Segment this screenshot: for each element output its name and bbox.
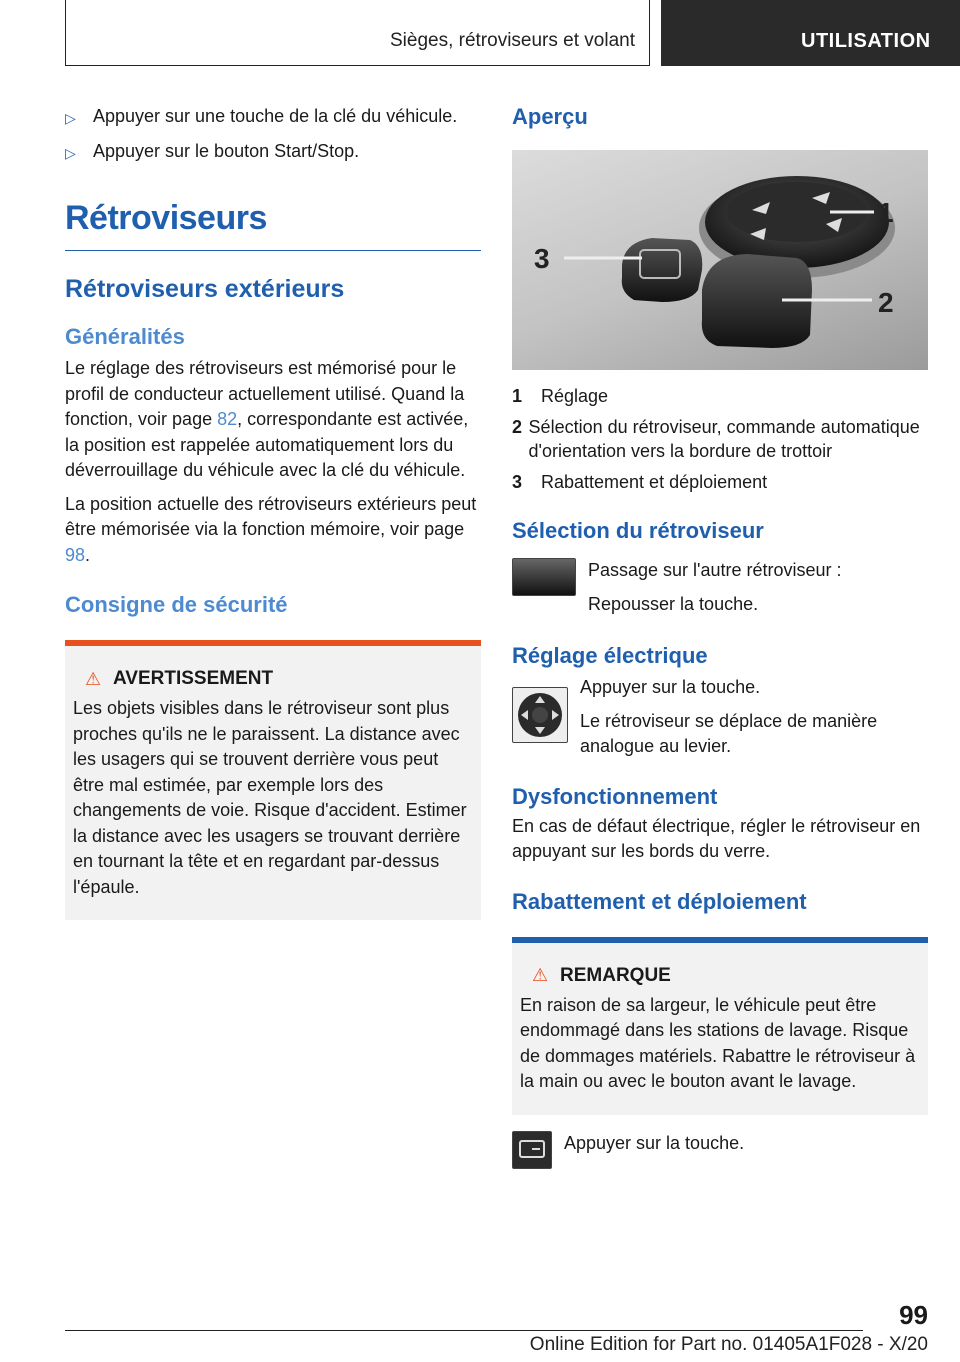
paragraph-memorized: Le réglage des rétroviseurs est mémorisé pour le profil de conducteur actuellement utilisé. Quand la fonction, voir page 82, correspondante est activée, la position est rappelée automatiquement lors du déverrouillage du véhicule avec la clé du véhicule.: [65, 358, 469, 480]
fold-button-row: Appuyer sur la touche.: [512, 1131, 928, 1169]
heading-overview: Aperçu: [512, 104, 588, 129]
warning-triangle-icon: ⚠: [85, 668, 102, 689]
mirror-selection-row: Passage sur l'autre rétroviseur : Repousser la touche.: [512, 558, 928, 617]
directional-pad-icon: [512, 687, 568, 743]
edition-text: Online Edition for Part no. 01405A1F028 - X/20: [529, 1334, 928, 1355]
subsection-heading-exterior-mirrors: Rétroviseurs extérieurs: [65, 275, 345, 303]
section-heading-mirrors: Rétroviseurs: [65, 199, 481, 251]
page-number: 99: [899, 1300, 928, 1330]
electric-adjustment-row: Appuyer sur la touche. Le rétroviseur se déplace de manière analogue au levier.: [512, 675, 928, 760]
warning-text: Les objets visibles dans le rétroviseur sont plus proches qu'ils ne le paraissent. La distance avec les usagers qui se trouvent derrière vous peut être mal estimée, par exemple lors des changements de voie. Risque d'accident. Estimer la distance avec les usagers se trouvant derrière en tournant la tête et en regardant par-dessus l'épaule.: [73, 698, 467, 897]
page-link-82[interactable]: 82: [217, 409, 238, 429]
header-section-box: [661, 0, 960, 66]
malfunction-text: En cas de défaut électrique, régler le rétroviseur en appuyant sur les bords du verre.: [512, 815, 921, 861]
mirror-controls-illustration: [512, 150, 928, 370]
note-text: En raison de sa largeur, le véhicule peut être endommagé dans les stations de lavage. Risque de dommages matériels. Rabattre le rétroviseur à la main ou avec le bouton avant le lavage.: [520, 994, 916, 1091]
figure-label-1: 1: [878, 197, 894, 228]
heading-malfunction: Dysfonctionnement: [512, 783, 718, 809]
note-title: ⚠ REMARQUE: [520, 965, 920, 987]
bullet-text: Appuyer sur le bouton Start/Stop.: [93, 141, 360, 161]
bullet-text: Appuyer sur une touche de la clé du véhicule.: [93, 106, 458, 126]
heading-electric-adjustment: Réglage électrique: [512, 643, 708, 668]
header-chapter-box: [65, 0, 650, 66]
fold-button-icon: [512, 1131, 552, 1169]
paragraph-memory-function: La position actuelle des rétroviseurs extérieurs peut être mémorisée via la fonction mémoire, voir page 98.: [65, 493, 477, 565]
warning-title: ⚠ AVERTISSEMENT: [73, 668, 473, 690]
page-link-98[interactable]: 98: [65, 544, 86, 565]
list-item: 1 Réglage: [512, 386, 609, 406]
page-header: [0, 0, 960, 66]
figure-legend: [512, 384, 928, 494]
section-title: UTILISATION: [801, 30, 931, 52]
mirror-controls-drawing: [512, 150, 928, 370]
footer-divider: [65, 1330, 863, 1331]
list-item: 3 Rabattement et déploiement: [512, 472, 768, 492]
right-column: [512, 100, 928, 1169]
warning-box: [65, 640, 481, 920]
list-item: [65, 139, 481, 165]
heading-mirror-selection: Sélection du rétroviseur: [512, 518, 764, 543]
note-box: [512, 937, 928, 1115]
heading-fold: Rabattement et déploiement: [512, 888, 807, 914]
heading-general: Généralités: [65, 324, 185, 349]
left-column: [65, 100, 481, 920]
triangle-bullet-icon: ▷: [65, 145, 76, 161]
list-item: 2 Sélection du rétroviseur, commande automatique d'orientation vers la bordure de trottoir: [512, 417, 920, 461]
warning-triangle-icon: ⚠: [532, 965, 549, 985]
chapter-title: Sièges, rétroviseurs et volant: [389, 30, 635, 51]
figure-label-2: 2: [878, 287, 894, 318]
figure-label-3: 3: [534, 243, 550, 274]
list-item: [65, 104, 481, 130]
heading-safety: Consigne de sécurité: [65, 592, 288, 617]
triangle-bullet-icon: ▷: [65, 110, 76, 126]
mirror-switch-button-icon: [512, 558, 576, 596]
